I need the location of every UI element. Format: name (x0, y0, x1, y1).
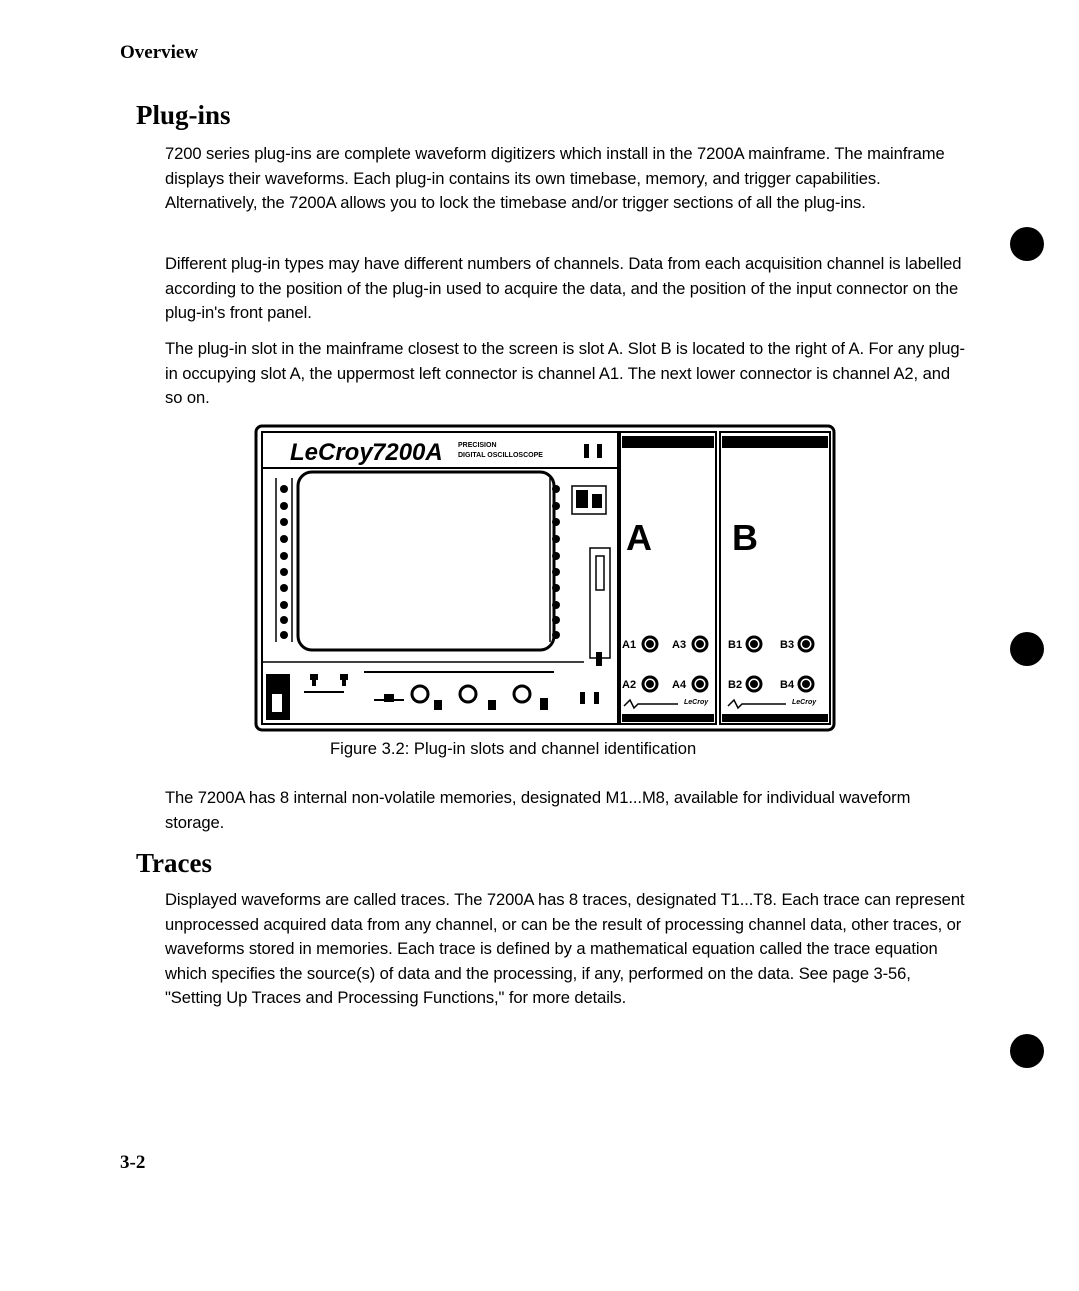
slot-a-label: A (626, 517, 652, 558)
figure-caption: Figure 3.2: Plug-in slots and channel identification (330, 739, 697, 758)
binder-hole-top (1010, 227, 1044, 261)
binder-hole-middle (1010, 632, 1044, 666)
paragraph-plugins-3: The plug-in slot in the mainframe closest to the screen is slot A. Slot B is located to the right of A. For any plug-in occupying slot A, the uppermost left connector is channel A1. The next lower connector is channel A2, and so on. (165, 339, 965, 407)
subtitle-line-1: PRECISION (458, 442, 497, 449)
section-heading-traces: Traces (136, 848, 212, 878)
paragraph-plugins-1: 7200 series plug-ins are complete waveform digitizers which install in the 7200A mainframe. The mainframe displays their waveforms. Each plug-in contains its own timebase, memory, and trigger capabilities. Alternatively, the 7200A allows you to lock the timebase and/or trigger sections of all the plug-ins. (165, 144, 945, 212)
section-heading-plug-ins: Plug-ins (136, 100, 231, 130)
connector-label-b4: B4 (780, 679, 795, 691)
connector-label-a4: A4 (672, 679, 687, 691)
page-number: 3-2 (120, 1152, 146, 1173)
slot-b-label: B (732, 517, 758, 558)
connector-label-b2: B2 (728, 679, 743, 691)
connector-label-b1: B1 (728, 639, 743, 651)
plugin-logo-b: LeCroy (792, 699, 817, 706)
running-head: Overview (120, 42, 199, 63)
model-name: 7200A (372, 439, 443, 466)
paragraph-plugins-2: Different plug-in types may have different numbers of channels. Data from each acquisition channel is labelled according to the position of the plug-in used to acquire the data, and the position of the input connector on the plug-in's front panel. (165, 254, 962, 322)
paragraph-memories: The 7200A has 8 internal non-volatile memories, designated M1...M8, available for individual waveform storage. (165, 788, 911, 832)
oscilloscope-figure (254, 422, 839, 734)
connector-label-b3: B3 (780, 639, 795, 651)
binder-hole-bottom (1010, 1034, 1044, 1068)
brand-logo: LeCroy (290, 439, 373, 466)
subtitle-line-2: DIGITAL OSCILLOSCOPE (458, 452, 543, 459)
plugin-logo-a: LeCroy (684, 699, 709, 706)
connector-label-a3: A3 (672, 639, 687, 651)
paragraph-traces: Displayed waveforms are called traces. The 7200A has 8 traces, designated T1...T8. Each trace can represent unprocessed acquired data from any channel, or can be the result of processing channel data, other traces, or waveforms stored in memories. Each trace is defined by a mathematical equation called the trace equation which specifies the source(s) of data and the processing, if any, performed on the data. See page 3-56, "Setting Up Traces and Processing Functions," for more details. (165, 890, 965, 1007)
connector-label-a1: A1 (622, 639, 637, 651)
connector-label-a2: A2 (622, 679, 637, 691)
